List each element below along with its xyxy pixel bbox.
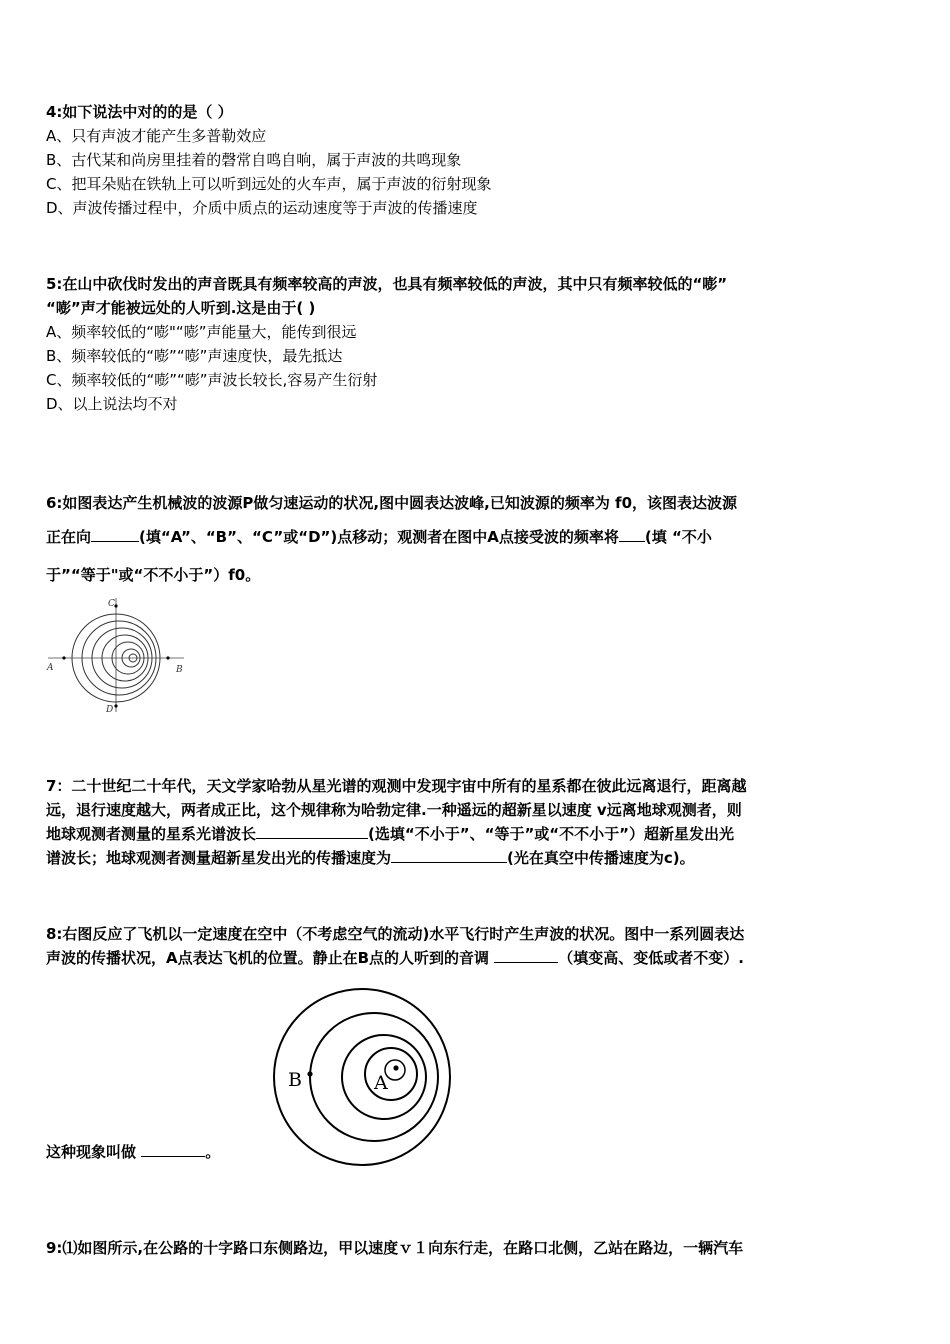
question-8-text-c: 这种现象叫做 [46,1143,142,1161]
question-8-text-a: 声波的传播状况，A点表达飞机的位置。静止在B点的人听到的音调 [46,949,495,967]
question-7-text-b: (选填“不小于”、“等于”或“不不小于”）超新星发出光 [368,825,735,843]
question-6-line-3: 于”“等于"或“不不小于”）f0。 [46,566,261,584]
question-8-line-3 [46,1140,906,1164]
question-4-option-a: A、只有声波才能产生多普勒效应 [46,127,267,145]
question-4-option-b: B、古代某和尚房里挂着的磬常自鸣自响，属于声波的共鸣现象 [46,151,462,169]
question-5-option-b: B、频率较低的“嘭”“嘭”声速度快，最先抵达 [46,347,343,365]
question-8-blank-1[interactable] [494,947,558,963]
question-7-blank-1[interactable] [256,823,368,839]
question-5-option-d: D、以上说法均不对 [46,395,178,413]
question-7 [46,774,906,870]
question-8 [46,922,906,970]
question-6-text-b: (填“A”、“B”、“C”或“D”)点移动；观测者在图中A点接受波的频率将 [139,528,619,546]
question-7-text-d: (光在真空中传播速度为c)。 [507,849,695,867]
question-5-option-a: A、频率较低的“嘭"“嘭”声能量大，能传到很远 [46,323,357,341]
question-8-text-b: （填变高、变低或者不变）. [558,949,744,967]
question-6-label-d: D [106,705,114,715]
question-9-line-1: 9:⑴如图所示,在公路的十字路口东侧路边，甲以速度ｖ１向东行走，在路口北侧，乙站在路边，一辆汽车 [46,1239,744,1257]
question-8-line-1: 8:右图反应了飞机以一定速度在空中（不考虑空气的流动)水平飞行时产生声波的状况。图中一系列圆表达 [46,925,745,943]
question-8-blank-2[interactable] [141,1141,205,1157]
question-6-text-a: 正在向 [46,528,92,546]
question-4-stem: 4:如下说法中对的的是（ ） [46,103,233,121]
question-8-label-a: A [374,1072,388,1094]
question-6-label-b: B [176,665,183,675]
question-5 [46,272,906,416]
question-7-blank-2[interactable] [391,847,507,863]
question-6-blank-1[interactable] [91,526,139,542]
question-4-option-d: D、声波传播过程中，介质中质点的运动速度等于声波的传播速度 [46,199,478,217]
question-6 [46,488,906,594]
question-7-line-1: 7：二十世纪二十年代，天文学家哈勃从星光谱的观测中发现宇宙中所有的星系都在彼此远离退行，距离越 [46,777,747,795]
question-6-label-a: A [47,663,54,673]
question-6-line-1: 6:如图表达产生机械波的波源P做匀速运动的状况,图中圆表达波峰,已知波源的频率为 f0，该图表达波源 [46,494,738,512]
question-7-line-3 [46,822,906,846]
question-7-text-a: 地球观测者测量的星系光谱波长 [46,825,257,843]
question-4-option-c: C、把耳朵贴在铁轨上可以听到远处的火车声，属于声波的衍射现象 [46,175,492,193]
question-8-footer [46,1140,906,1164]
question-5-option-c: C、频率较低的“嘭”“嘭”声波长较长,容易产生衍射 [46,371,378,389]
question-8-text-d: 。 [205,1143,221,1161]
question-7-text-c: 谱波长；地球观测者测量超新星发出光的传播速度为 [46,849,392,867]
question-5-stem-line-1: 5:在山中砍伐时发出的声音既具有频率较高的声波，也具有频率较低的声波，其中只有频率较低的“嘭” [46,275,728,293]
question-8-label-b: B [288,1069,302,1091]
question-9 [46,1236,906,1260]
question-6-label-c: C [108,599,115,609]
question-7-line-2: 远，退行速度越大，两者成正比，这个规律称为哈勃定律.一种遥远的超新星以速度 v远离地球观测者，则 [46,801,742,819]
question-8-line-2 [46,946,906,970]
question-5-stem-line-2: “嘭”声才能被远处的人听到.这是由于( ) [46,299,316,317]
question-6-blank-2[interactable] [619,526,645,542]
question-6-wave-figure [44,596,194,716]
question-4 [46,100,906,220]
question-6-text-c: (填 “不小 [644,528,712,546]
question-7-line-4 [46,846,906,870]
question-6-line-2 [46,518,906,556]
